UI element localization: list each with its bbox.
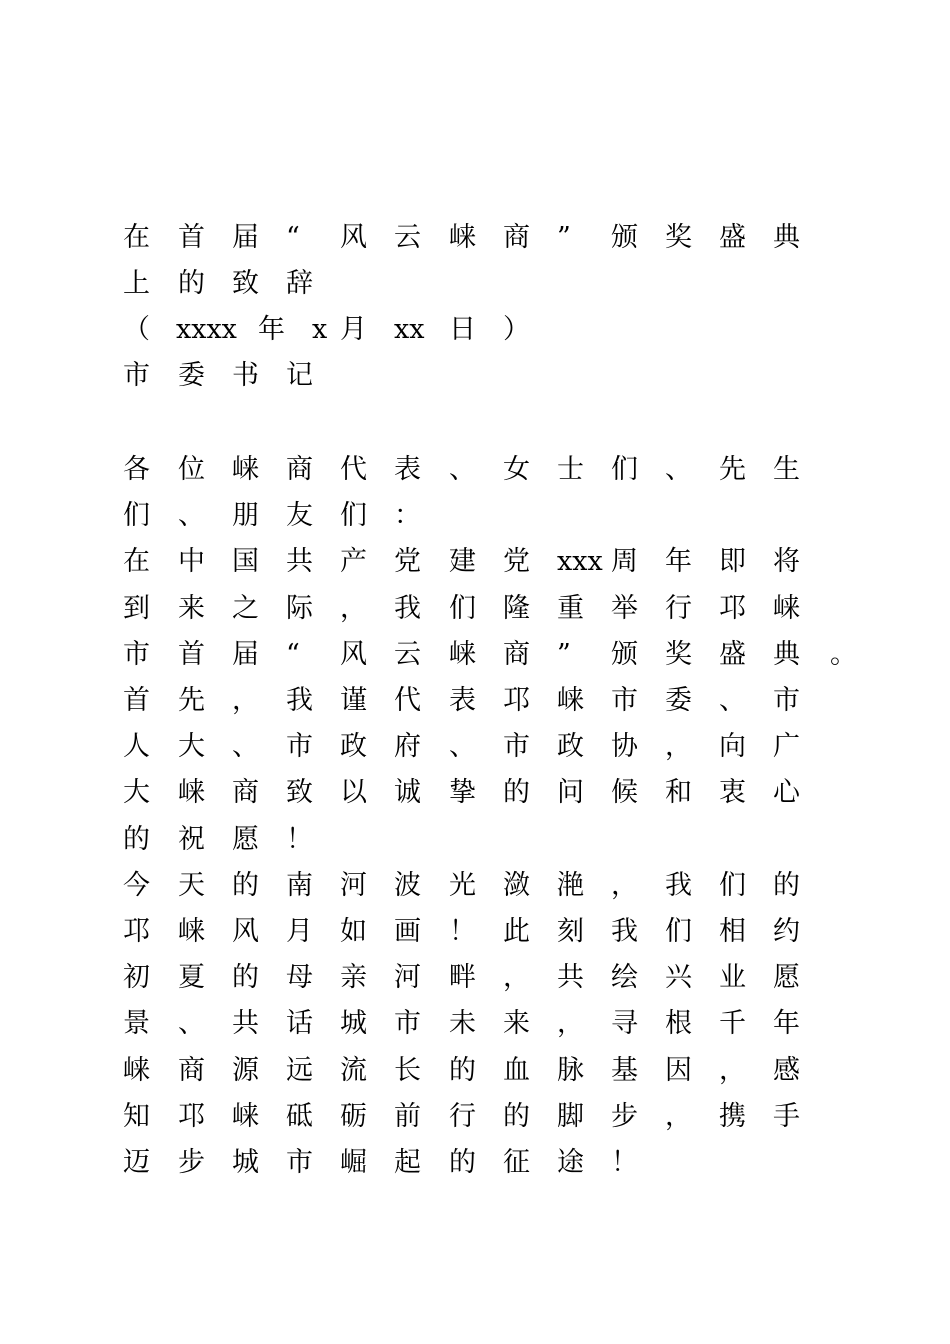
text-char: 步	[178, 1147, 205, 1178]
text-line	[0, 724, 950, 770]
text-char: 各	[123, 454, 150, 485]
text-char: 们	[340, 500, 367, 531]
text-char: 如	[340, 916, 367, 947]
text-char: 典	[773, 222, 800, 253]
text-char: 崃	[123, 1055, 150, 1086]
text-char: 周	[611, 546, 638, 577]
text-char: 们	[123, 500, 150, 531]
text-char: 来	[178, 593, 205, 624]
text-line	[0, 261, 950, 307]
text-char: ”	[557, 222, 571, 253]
text-char: ！	[449, 916, 476, 947]
text-char: 市	[394, 1008, 421, 1039]
text-char: 市	[123, 360, 150, 391]
text-char: 脚	[557, 1101, 584, 1132]
text-char: 崃	[178, 916, 205, 947]
text-char: 我	[286, 685, 313, 716]
text-char: 途	[557, 1147, 584, 1178]
text-char: 盛	[719, 222, 746, 253]
text-char: 城	[340, 1008, 367, 1039]
text-char: 我	[611, 916, 638, 947]
text-char: 商	[503, 639, 530, 670]
text-char: 年	[773, 1008, 800, 1039]
text-char: 行	[449, 1101, 476, 1132]
text-char: 市	[123, 639, 150, 670]
text-char: 相	[719, 916, 746, 947]
text-char: 共	[232, 1008, 259, 1039]
text-char: 们	[611, 454, 638, 485]
text-char: 问	[557, 777, 584, 808]
text-char: 协	[611, 731, 638, 762]
text-char: 府	[394, 731, 421, 762]
text-char: 未	[449, 1008, 476, 1039]
text-char: 携	[719, 1101, 746, 1132]
text-line	[0, 955, 950, 1001]
text-char: 的	[123, 824, 150, 855]
text-char: 隆	[503, 593, 530, 624]
text-char: 业	[719, 962, 746, 993]
text-char: 委	[178, 360, 205, 391]
text-char: 广	[773, 731, 800, 762]
text-char: 感	[773, 1055, 800, 1086]
text-char: 心	[773, 777, 800, 808]
text-char: 的	[503, 1101, 530, 1132]
text-char: 位	[178, 454, 205, 485]
text-char: 市	[773, 685, 800, 716]
text-char: 们	[449, 593, 476, 624]
text-line	[0, 632, 950, 678]
text-char: 夏	[178, 962, 205, 993]
text-char: 崃	[178, 777, 205, 808]
text-char: 的	[503, 777, 530, 808]
text-char: 中	[178, 546, 205, 577]
text-char: 知	[123, 1101, 150, 1132]
text-char: 市	[503, 731, 530, 762]
text-char: 友	[286, 500, 313, 531]
text-char: 典	[773, 639, 800, 670]
text-char: 的	[449, 1055, 476, 1086]
text-char: 诚	[394, 777, 421, 808]
text-char: 云	[394, 639, 421, 670]
text-char: 大	[123, 777, 150, 808]
text-char: 产	[340, 546, 367, 577]
text-char: 先	[178, 685, 205, 716]
text-char: 日	[449, 314, 476, 345]
text-char: 首	[123, 685, 150, 716]
text-char: “	[286, 222, 300, 253]
text-char: 起	[394, 1147, 421, 1178]
text-char: 际	[286, 593, 313, 624]
text-char: 。	[830, 639, 857, 670]
text-char: ，	[665, 731, 692, 762]
text-char: 邛	[503, 685, 530, 716]
text-char: 女	[503, 454, 530, 485]
text-char: 砺	[340, 1101, 367, 1132]
text-char: 征	[503, 1147, 530, 1178]
text-char: 亲	[340, 962, 367, 993]
text-char: 流	[340, 1055, 367, 1086]
text-char: 们	[719, 870, 746, 901]
text-char: 朋	[232, 500, 259, 531]
text-char: ”	[557, 639, 571, 670]
text-char: xxxx	[176, 314, 237, 345]
text-char: 即	[719, 546, 746, 577]
text-char: 商	[286, 454, 313, 485]
text-char: 邛	[178, 1101, 205, 1132]
text-char: 崛	[340, 1147, 367, 1178]
text-char: 商	[232, 777, 259, 808]
text-char: 邛	[123, 916, 150, 947]
text-char: 到	[123, 593, 150, 624]
text-char: 商	[178, 1055, 205, 1086]
text-char: 、	[232, 731, 259, 762]
text-char: 奖	[665, 222, 692, 253]
text-char: 、	[665, 454, 692, 485]
text-char: 、	[178, 500, 205, 531]
text-char: 景	[123, 1008, 150, 1039]
text-line	[0, 215, 950, 261]
text-char: 首	[178, 222, 205, 253]
text-char: 颁	[611, 222, 638, 253]
text-char: 颁	[611, 639, 638, 670]
text-char: 风	[340, 639, 367, 670]
text-char: 之	[232, 593, 259, 624]
text-char: 愿	[232, 824, 259, 855]
text-char: 寻	[611, 1008, 638, 1039]
text-char: 致	[286, 777, 313, 808]
text-char: 来	[503, 1008, 530, 1039]
text-char: 崃	[449, 222, 476, 253]
text-char: 光	[449, 870, 476, 901]
text-char: ）	[503, 314, 530, 345]
text-char: ，	[503, 962, 530, 993]
text-char: 衷	[719, 777, 746, 808]
text-line	[0, 770, 950, 816]
text-char: 河	[394, 962, 421, 993]
text-char: 祝	[178, 824, 205, 855]
text-char: 盛	[719, 639, 746, 670]
text-char: ，	[719, 1055, 746, 1086]
text-char: 刻	[557, 916, 584, 947]
text-char: ：	[394, 500, 421, 531]
text-line	[0, 539, 950, 585]
text-char: 届	[232, 639, 259, 670]
text-line	[0, 447, 950, 493]
text-line	[0, 493, 950, 539]
text-char: 大	[178, 731, 205, 762]
text-char: 商	[503, 222, 530, 253]
text-line	[0, 1140, 950, 1186]
text-char: 的	[449, 1147, 476, 1178]
text-char: 初	[123, 962, 150, 993]
text-char: 基	[611, 1055, 638, 1086]
text-char: 届	[232, 222, 259, 253]
text-char: 年	[258, 314, 285, 345]
text-char: 谨	[340, 685, 367, 716]
text-char: 奖	[665, 639, 692, 670]
text-char: 、	[449, 731, 476, 762]
text-char: ，	[611, 870, 638, 901]
text-char: 愿	[773, 962, 800, 993]
text-line	[0, 353, 950, 399]
text-char: 代	[394, 685, 421, 716]
text-char: 年	[665, 546, 692, 577]
text-char: 我	[394, 593, 421, 624]
text-char: 血	[503, 1055, 530, 1086]
text-char: 重	[557, 593, 584, 624]
text-char: 首	[178, 639, 205, 670]
text-char: 、	[719, 685, 746, 716]
text-char: 风	[232, 916, 259, 947]
text-char: 滟	[557, 870, 584, 901]
text-char: 城	[232, 1147, 259, 1178]
text-char: 们	[665, 916, 692, 947]
text-char: 党	[503, 546, 530, 577]
text-char: 在	[123, 222, 150, 253]
text-char: 委	[665, 685, 692, 716]
text-char: 行	[665, 593, 692, 624]
text-char: 此	[503, 916, 530, 947]
text-char: 记	[286, 360, 313, 391]
text-char: 表	[449, 685, 476, 716]
text-line	[0, 1094, 950, 1140]
text-char: 上	[123, 268, 150, 299]
text-char: 的	[232, 870, 259, 901]
text-char: 波	[394, 870, 421, 901]
text-line	[0, 1048, 950, 1094]
text-char: 风	[340, 222, 367, 253]
text-char: 邛	[719, 593, 746, 624]
text-char: 市	[286, 1147, 313, 1178]
text-char: 步	[611, 1101, 638, 1132]
text-char: 的	[178, 268, 205, 299]
text-char: 因	[665, 1055, 692, 1086]
text-char: 云	[394, 222, 421, 253]
text-char: （	[123, 314, 150, 345]
text-line	[0, 1001, 950, 1047]
text-char: ，	[557, 1008, 584, 1039]
text-char: 政	[557, 731, 584, 762]
text-char: 潋	[503, 870, 530, 901]
text-char: 、	[178, 1008, 205, 1039]
text-char: ！	[611, 1147, 638, 1178]
text-char: 辞	[286, 268, 313, 299]
text-char: 士	[557, 454, 584, 485]
text-char: 共	[557, 962, 584, 993]
text-char: 以	[340, 777, 367, 808]
text-char: 建	[449, 546, 476, 577]
text-char: 致	[232, 268, 259, 299]
text-char: 崃	[773, 593, 800, 624]
text-char: 千	[719, 1008, 746, 1039]
text-char: ！	[286, 824, 313, 855]
text-char: 迈	[123, 1147, 150, 1178]
text-char: 根	[665, 1008, 692, 1039]
text-char: 、	[449, 454, 476, 485]
text-char: 的	[232, 962, 259, 993]
text-char: 崃	[557, 685, 584, 716]
text-char: 话	[286, 1008, 313, 1039]
text-char: 长	[394, 1055, 421, 1086]
text-char: 表	[394, 454, 421, 485]
text-char: 国	[232, 546, 259, 577]
text-char: 举	[611, 593, 638, 624]
text-char: 源	[232, 1055, 259, 1086]
text-char: 砥	[286, 1101, 313, 1132]
text-char: 候	[611, 777, 638, 808]
text-char: 兴	[665, 962, 692, 993]
text-line	[0, 307, 950, 353]
text-char: 崃	[449, 639, 476, 670]
text-char: 的	[773, 870, 800, 901]
text-line	[0, 909, 950, 955]
text-char: 书	[232, 360, 259, 391]
text-line	[0, 586, 950, 632]
text-char: 画	[394, 916, 421, 947]
text-char: ，	[665, 1101, 692, 1132]
text-line	[0, 817, 950, 863]
text-char: 手	[773, 1101, 800, 1132]
text-char: 在	[123, 546, 150, 577]
text-char: 天	[178, 870, 205, 901]
text-char: 共	[286, 546, 313, 577]
text-char: 崃	[232, 454, 259, 485]
text-line	[0, 863, 950, 909]
text-char: 市	[611, 685, 638, 716]
text-char: 今	[123, 870, 150, 901]
text-char: 远	[286, 1055, 313, 1086]
text-char: 代	[340, 454, 367, 485]
text-char: 崃	[232, 1101, 259, 1132]
text-char: ，	[232, 685, 259, 716]
text-char: 母	[286, 962, 313, 993]
text-char: 前	[394, 1101, 421, 1132]
text-char: 畔	[449, 962, 476, 993]
text-char: x	[312, 314, 328, 345]
text-char: 脉	[557, 1055, 584, 1086]
text-char: 先	[719, 454, 746, 485]
text-char: 河	[340, 870, 367, 901]
text-char: 和	[665, 777, 692, 808]
text-char: 月	[286, 916, 313, 947]
text-char: 生	[773, 454, 800, 485]
text-char: xxx	[557, 546, 603, 577]
text-char: 月	[340, 314, 367, 345]
text-char: “	[286, 639, 300, 670]
text-char: xx	[394, 314, 425, 345]
text-char: 南	[286, 870, 313, 901]
text-char: 绘	[611, 962, 638, 993]
text-line	[0, 678, 950, 724]
text-char: 挚	[449, 777, 476, 808]
text-char: 向	[719, 731, 746, 762]
text-char: 市	[286, 731, 313, 762]
text-char: 将	[773, 546, 800, 577]
text-char: 党	[394, 546, 421, 577]
text-char: 我	[665, 870, 692, 901]
text-char: 人	[123, 731, 150, 762]
text-char: ，	[340, 593, 367, 624]
text-char: 政	[340, 731, 367, 762]
text-char: 约	[773, 916, 800, 947]
